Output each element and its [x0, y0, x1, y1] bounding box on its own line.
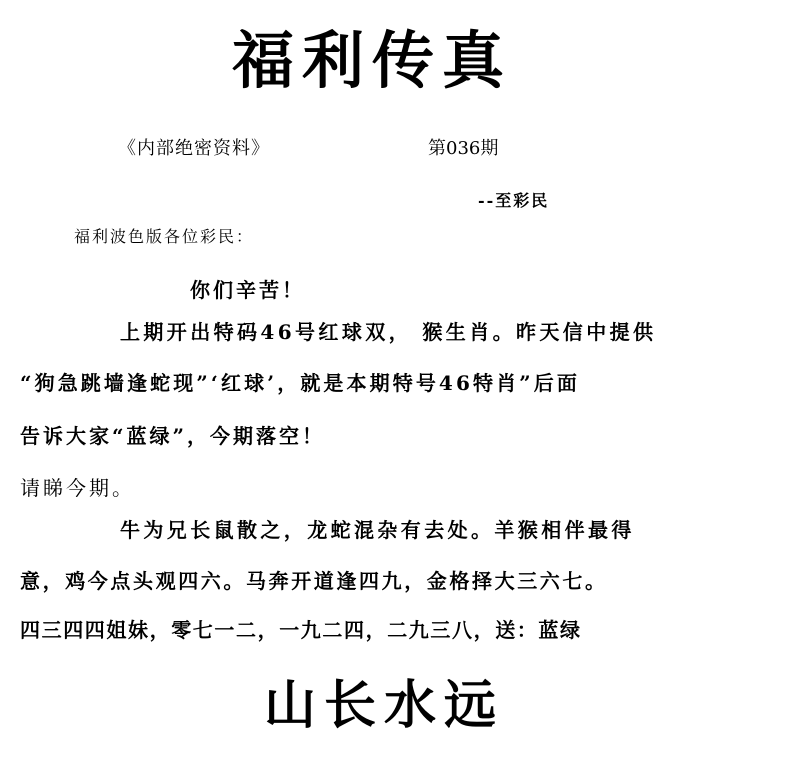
- issue-number: 第036期: [428, 138, 499, 159]
- letter-line-2: “狗急跳墙逢蛇现”‘红球’，就是本期特号46特肖”后面: [20, 371, 580, 395]
- letter-hello: 你们辛苦！: [190, 278, 305, 302]
- closing-phrase: 山长水远: [264, 675, 505, 736]
- letter-line-7: 四三四四姐妹，零七一二，一九二四，二九三八，送：蓝绿: [20, 618, 582, 642]
- letter-greeting: 福利波色版各位彩民：: [74, 227, 255, 246]
- signature: --至彩民: [478, 191, 550, 210]
- letter-line-6: 意，鸡今点头观四六。马奔开道逢四九，金格择大三六七。: [20, 569, 608, 593]
- letter-line-5: 牛为兄长鼠散之，龙蛇混杂有去处。羊猴相伴最得: [120, 518, 635, 542]
- page-title: 福利传真: [232, 24, 513, 97]
- confidential-tag: 《内部绝密资料》: [118, 138, 270, 159]
- letter-line-1: 上期开出特码46号红球双， 猴生肖。昨天信中提供: [120, 320, 657, 344]
- letter-line-4: 请睇今期。: [20, 476, 135, 500]
- letter-line-3: 告诉大家“蓝绿”，今期落空！: [20, 424, 326, 448]
